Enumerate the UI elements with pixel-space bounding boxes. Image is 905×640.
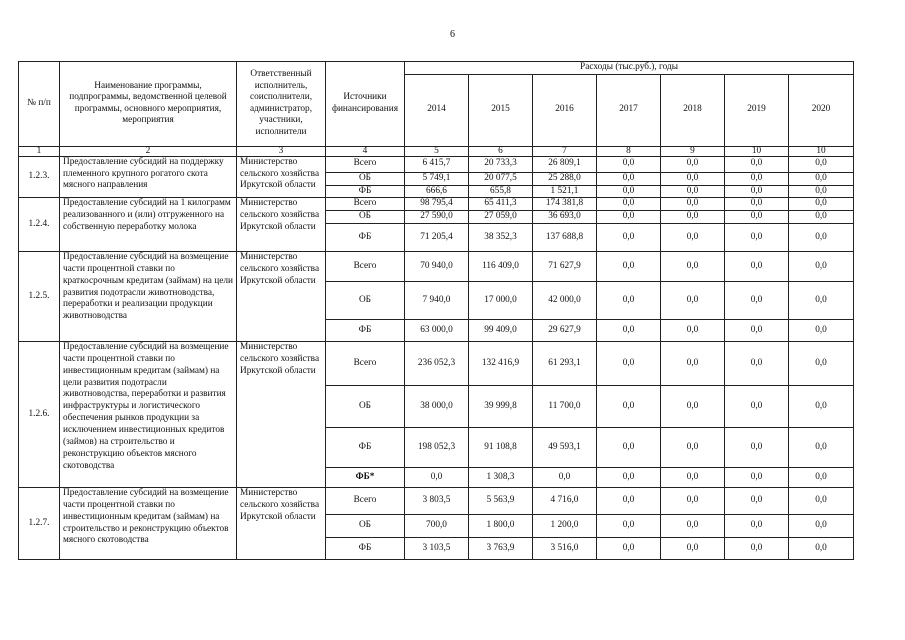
expense-value: 700,0	[405, 514, 469, 537]
table-row	[19, 487, 854, 514]
expense-value: 0,0	[789, 487, 854, 514]
expense-value: 0,0	[661, 385, 725, 427]
expense-value: 0,0	[789, 223, 854, 251]
column-index-cell: 3	[237, 146, 326, 156]
expense-value: 0,0	[789, 385, 854, 427]
expense-value: 17 000,0	[469, 281, 533, 319]
expense-value: 0,0	[597, 172, 661, 185]
expense-value: 0,0	[661, 487, 725, 514]
expense-value: 3 803,5	[405, 487, 469, 514]
funding-source: ФБ	[326, 185, 405, 198]
row-number: 1.2.3.	[19, 156, 60, 198]
expense-value: 0,0	[597, 341, 661, 385]
expense-value: 0,0	[661, 211, 725, 224]
expense-value: 5 563,9	[469, 487, 533, 514]
table-row	[19, 198, 854, 211]
expense-value: 6 415,7	[405, 156, 469, 172]
expense-value: 36 693,0	[533, 211, 597, 224]
expense-value: 1 800,0	[469, 514, 533, 537]
expense-value: 38 000,0	[405, 385, 469, 427]
expense-value: 63 000,0	[405, 319, 469, 341]
row-number: 1.2.6.	[19, 341, 60, 487]
expense-value: 71 627,9	[533, 251, 597, 281]
expense-value: 0,0	[661, 172, 725, 185]
expense-value: 29 627,9	[533, 319, 597, 341]
column-index-cell: 2	[60, 146, 237, 156]
expense-value: 0,0	[597, 281, 661, 319]
expense-value: 0,0	[789, 341, 854, 385]
expense-value: 71 205,4	[405, 223, 469, 251]
expense-value: 0,0	[725, 487, 789, 514]
page-number: 6	[450, 29, 455, 40]
expense-value: 5 749,1	[405, 172, 469, 185]
expense-value: 0,0	[725, 427, 789, 467]
activity-name: Предоставление субсидий на поддержку племенного крупного рогатого скота мясного направления	[60, 156, 237, 198]
activity-name: Предоставление субсидий на 1 килограмм реализованного и (или) отгруженного на собственную переработку молока	[60, 198, 237, 252]
expense-value: 20 077,5	[469, 172, 533, 185]
expense-value: 39 999,8	[469, 385, 533, 427]
expense-value: 0,0	[597, 198, 661, 211]
expense-value: 65 411,3	[469, 198, 533, 211]
table-row	[19, 156, 854, 172]
column-index-cell: 10	[789, 146, 854, 156]
row-number: 1.2.7.	[19, 487, 60, 559]
expense-value: 0,0	[789, 467, 854, 487]
expense-value: 4 716,0	[533, 487, 597, 514]
activity-name: Предоставление субсидий на возмещение части процентной ставки по краткосрочным кредитам (займам) на цели развития подотрасли животноводства, переработки и реализации продукции животноводства	[60, 251, 237, 341]
expense-value: 27 059,0	[469, 211, 533, 224]
expense-value: 0,0	[661, 514, 725, 537]
expense-value: 236 052,3	[405, 341, 469, 385]
expense-value: 0,0	[725, 341, 789, 385]
expense-value: 11 700,0	[533, 385, 597, 427]
expense-value: 0,0	[661, 467, 725, 487]
expense-value: 70 940,0	[405, 251, 469, 281]
funding-source: ОБ	[326, 172, 405, 185]
funding-source: ФБ*	[326, 467, 405, 487]
expenses-table	[18, 61, 854, 560]
expense-value: 0,0	[725, 185, 789, 198]
expense-value: 25 288,0	[533, 172, 597, 185]
expense-value: 0,0	[789, 211, 854, 224]
expense-value: 116 409,0	[469, 251, 533, 281]
responsible-executor: Министерство сельского хозяйства Иркутской области	[237, 251, 326, 341]
row-number: 1.2.4.	[19, 198, 60, 252]
expense-value: 0,0	[725, 198, 789, 211]
expense-value: 0,0	[597, 537, 661, 559]
expense-value: 0,0	[789, 172, 854, 185]
column-index-cell: 7	[533, 146, 597, 156]
expense-value: 0,0	[661, 198, 725, 211]
expense-value: 0,0	[725, 156, 789, 172]
expense-value: 0,0	[597, 427, 661, 467]
responsible-executor: Министерство сельского хозяйства Иркутской области	[237, 487, 326, 559]
expense-value: 0,0	[789, 156, 854, 172]
expense-value: 0,0	[597, 156, 661, 172]
expense-value: 0,0	[789, 427, 854, 467]
expense-value: 0,0	[661, 185, 725, 198]
funding-source: ФБ	[326, 537, 405, 559]
header-sources: Источники финансирования	[326, 62, 405, 147]
expense-value: 0,0	[405, 467, 469, 487]
expense-value: 132 416,9	[469, 341, 533, 385]
table-row	[19, 251, 854, 281]
header-name: Наименование программы, подпрограммы, ведомственной целевой программы, основного мероприятия, мероприятия	[60, 62, 237, 147]
expense-value: 0,0	[597, 514, 661, 537]
expense-value: 98 795,4	[405, 198, 469, 211]
expense-value: 49 593,1	[533, 427, 597, 467]
header-num: № п/п	[19, 62, 60, 147]
expense-value: 0,0	[661, 281, 725, 319]
column-index-cell: 9	[661, 146, 725, 156]
column-index-cell: 5	[405, 146, 469, 156]
header-expenses: Расходы (тыс.руб.), годы	[405, 62, 854, 75]
activity-name: Предоставление субсидий на возмещение части процентной ставки по инвестиционным кредитам (займам) на цели развития подотрасли животноводства, переработки и развития инфраструктуры и логистического обеспечения рынков продукции за исключением инвестиционных кредитов (займов) на строительство и реконструкцию объектов мясного скотоводства	[60, 341, 237, 487]
expense-value: 0,0	[789, 514, 854, 537]
funding-source: Всего	[326, 198, 405, 211]
expense-value: 0,0	[789, 185, 854, 198]
expense-value: 0,0	[789, 319, 854, 341]
expense-value: 0,0	[597, 385, 661, 427]
header-year: 2019	[725, 74, 789, 146]
expense-value: 0,0	[533, 467, 597, 487]
responsible-executor: Министерство сельского хозяйства Иркутской области	[237, 341, 326, 487]
funding-source: Всего	[326, 487, 405, 514]
expense-value: 0,0	[597, 251, 661, 281]
funding-source: ФБ	[326, 223, 405, 251]
column-index-cell: 10	[725, 146, 789, 156]
expense-value: 0,0	[725, 319, 789, 341]
expense-value: 0,0	[597, 467, 661, 487]
header-year: 2015	[469, 74, 533, 146]
funding-source: ФБ	[326, 319, 405, 341]
expense-value: 99 409,0	[469, 319, 533, 341]
expense-value: 174 381,8	[533, 198, 597, 211]
header-responsible: Ответственный исполнитель, соисполнители, администратор, участники, исполнители	[237, 62, 326, 147]
expense-value: 0,0	[725, 223, 789, 251]
expense-value: 655,8	[469, 185, 533, 198]
expense-value: 0,0	[725, 467, 789, 487]
expense-value: 38 352,3	[469, 223, 533, 251]
column-index-cell: 6	[469, 146, 533, 156]
expense-value: 1 200,0	[533, 514, 597, 537]
expense-value: 0,0	[661, 156, 725, 172]
expense-value: 666,6	[405, 185, 469, 198]
expense-value: 42 000,0	[533, 281, 597, 319]
expense-value: 27 590,0	[405, 211, 469, 224]
funding-source: ОБ	[326, 514, 405, 537]
expense-value: 3 763,9	[469, 537, 533, 559]
funding-source: Всего	[326, 251, 405, 281]
expense-value: 0,0	[597, 319, 661, 341]
expense-value: 0,0	[789, 251, 854, 281]
expense-value: 137 688,8	[533, 223, 597, 251]
expense-value: 0,0	[661, 341, 725, 385]
expense-value: 0,0	[789, 537, 854, 559]
expense-value: 91 108,8	[469, 427, 533, 467]
table-row	[19, 341, 854, 385]
expense-value: 0,0	[597, 223, 661, 251]
expense-value: 0,0	[661, 223, 725, 251]
funding-source: ОБ	[326, 385, 405, 427]
column-index-cell: 1	[19, 146, 60, 156]
row-number: 1.2.5.	[19, 251, 60, 341]
funding-source: ОБ	[326, 211, 405, 224]
header-year: 2018	[661, 74, 725, 146]
expense-value: 0,0	[725, 514, 789, 537]
column-index-cell: 4	[326, 146, 405, 156]
expense-value: 0,0	[725, 385, 789, 427]
expense-value: 0,0	[789, 198, 854, 211]
header-year: 2014	[405, 74, 469, 146]
responsible-executor: Министерство сельского хозяйства Иркутской области	[237, 156, 326, 198]
expense-value: 1 521,1	[533, 185, 597, 198]
expense-value: 26 809,1	[533, 156, 597, 172]
expense-value: 0,0	[725, 251, 789, 281]
header-year: 2020	[789, 74, 854, 146]
header-year: 2016	[533, 74, 597, 146]
expense-value: 0,0	[597, 487, 661, 514]
column-index-cell: 8	[597, 146, 661, 156]
funding-source: Всего	[326, 341, 405, 385]
expense-value: 3 516,0	[533, 537, 597, 559]
header-year: 2017	[597, 74, 661, 146]
funding-source: Всего	[326, 156, 405, 172]
expense-value: 0,0	[661, 427, 725, 467]
expense-value: 7 940,0	[405, 281, 469, 319]
expense-value: 0,0	[789, 281, 854, 319]
expense-value: 198 052,3	[405, 427, 469, 467]
responsible-executor: Министерство сельского хозяйства Иркутской области	[237, 198, 326, 252]
expense-value: 0,0	[661, 537, 725, 559]
expense-value: 0,0	[725, 281, 789, 319]
expense-value: 0,0	[725, 537, 789, 559]
expense-value: 0,0	[661, 319, 725, 341]
funding-source: ФБ	[326, 427, 405, 467]
expense-value: 20 733,3	[469, 156, 533, 172]
expense-value: 0,0	[725, 172, 789, 185]
expense-value: 0,0	[661, 251, 725, 281]
expense-value: 0,0	[597, 185, 661, 198]
expense-value: 1 308,3	[469, 467, 533, 487]
funding-source: ОБ	[326, 281, 405, 319]
expense-value: 0,0	[597, 211, 661, 224]
expense-value: 3 103,5	[405, 537, 469, 559]
expense-value: 0,0	[725, 211, 789, 224]
expense-value: 61 293,1	[533, 341, 597, 385]
activity-name: Предоставление субсидий на возмещение части процентной ставки по инвестиционным кредитам (займам) на строительство и реконструкцию объектов мясного скотоводства	[60, 487, 237, 559]
